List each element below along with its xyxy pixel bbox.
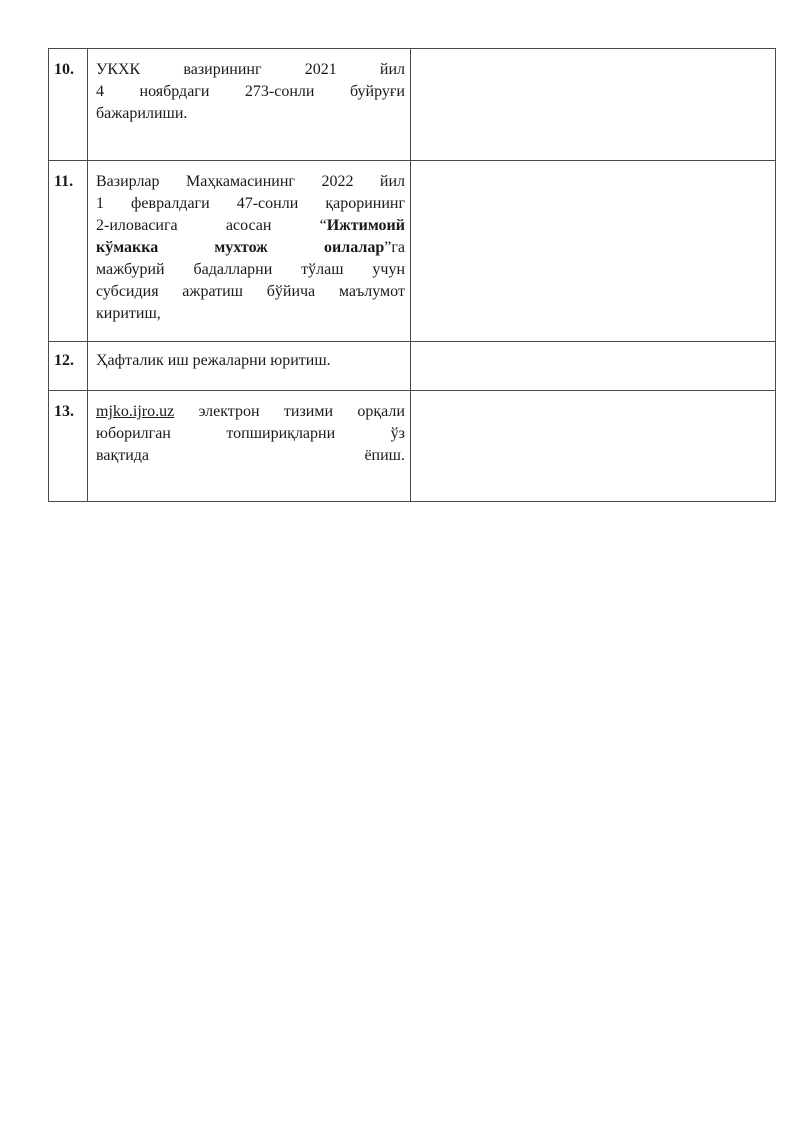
word: февралдаги bbox=[131, 195, 210, 212]
bold-word: оилалар”га bbox=[324, 239, 405, 256]
word: йил bbox=[379, 61, 405, 78]
task-text bbox=[88, 161, 411, 342]
word: 2-иловасига bbox=[96, 217, 178, 234]
word: бажарилиши. bbox=[96, 105, 188, 122]
word: субсидия bbox=[96, 283, 159, 300]
word: ўз bbox=[390, 425, 405, 442]
word: ажратиш bbox=[182, 283, 243, 300]
table-row bbox=[49, 342, 776, 391]
tasks-table bbox=[48, 48, 776, 502]
table-row bbox=[49, 391, 776, 502]
task-text bbox=[88, 342, 411, 391]
note-cell bbox=[411, 161, 776, 342]
word: ёпиш. bbox=[364, 447, 405, 464]
word: учун bbox=[372, 261, 405, 278]
word: тизими bbox=[283, 403, 334, 420]
word: ноябрдаги bbox=[139, 83, 210, 100]
bold-word: “Ижтимоий bbox=[319, 217, 405, 234]
word: орқали bbox=[357, 403, 405, 420]
word: мажбурий bbox=[96, 261, 165, 278]
word: 2022 bbox=[321, 173, 354, 190]
word: УКХК bbox=[96, 61, 141, 78]
word: Ҳафталик иш режаларни юритиш. bbox=[96, 352, 331, 369]
row-number: 10. bbox=[49, 49, 88, 161]
word: бўйича bbox=[266, 283, 316, 300]
word: қарорининг bbox=[325, 195, 405, 212]
word: 47-сонли bbox=[236, 195, 299, 212]
row-number: 13. bbox=[49, 391, 88, 502]
task-text bbox=[88, 49, 411, 161]
word: маълумот bbox=[338, 283, 405, 300]
word: юборилган bbox=[96, 425, 171, 442]
note-cell bbox=[411, 391, 776, 502]
table-row bbox=[49, 161, 776, 342]
word: тўлаш bbox=[301, 261, 344, 278]
word: вақтида bbox=[96, 447, 150, 464]
note-cell bbox=[411, 342, 776, 391]
note-cell bbox=[411, 49, 776, 161]
bold-word: мухтож bbox=[214, 239, 268, 256]
table-row bbox=[49, 49, 776, 161]
word: Маҳкамасининг bbox=[185, 173, 295, 190]
word: асосан bbox=[225, 217, 272, 234]
system-link[interactable]: mjko.ijro.uz bbox=[96, 403, 175, 420]
task-text bbox=[88, 391, 411, 502]
word: 4 bbox=[96, 83, 104, 100]
word: топшириқларни bbox=[226, 425, 336, 442]
row-number: 12. bbox=[49, 342, 88, 391]
bold-word: кўмакка bbox=[96, 239, 159, 256]
word: киритиш, bbox=[96, 305, 161, 322]
word: буйруғи bbox=[349, 83, 405, 100]
word: бадалларни bbox=[193, 261, 273, 278]
word: 2021 bbox=[304, 61, 337, 78]
word: вазирининг bbox=[183, 61, 262, 78]
word: Вазирлар bbox=[96, 173, 160, 190]
word: 1 bbox=[96, 195, 104, 212]
row-number: 11. bbox=[49, 161, 88, 342]
word: йил bbox=[379, 173, 405, 190]
word: 273-сонли bbox=[244, 83, 315, 100]
word: электрон bbox=[198, 403, 260, 420]
